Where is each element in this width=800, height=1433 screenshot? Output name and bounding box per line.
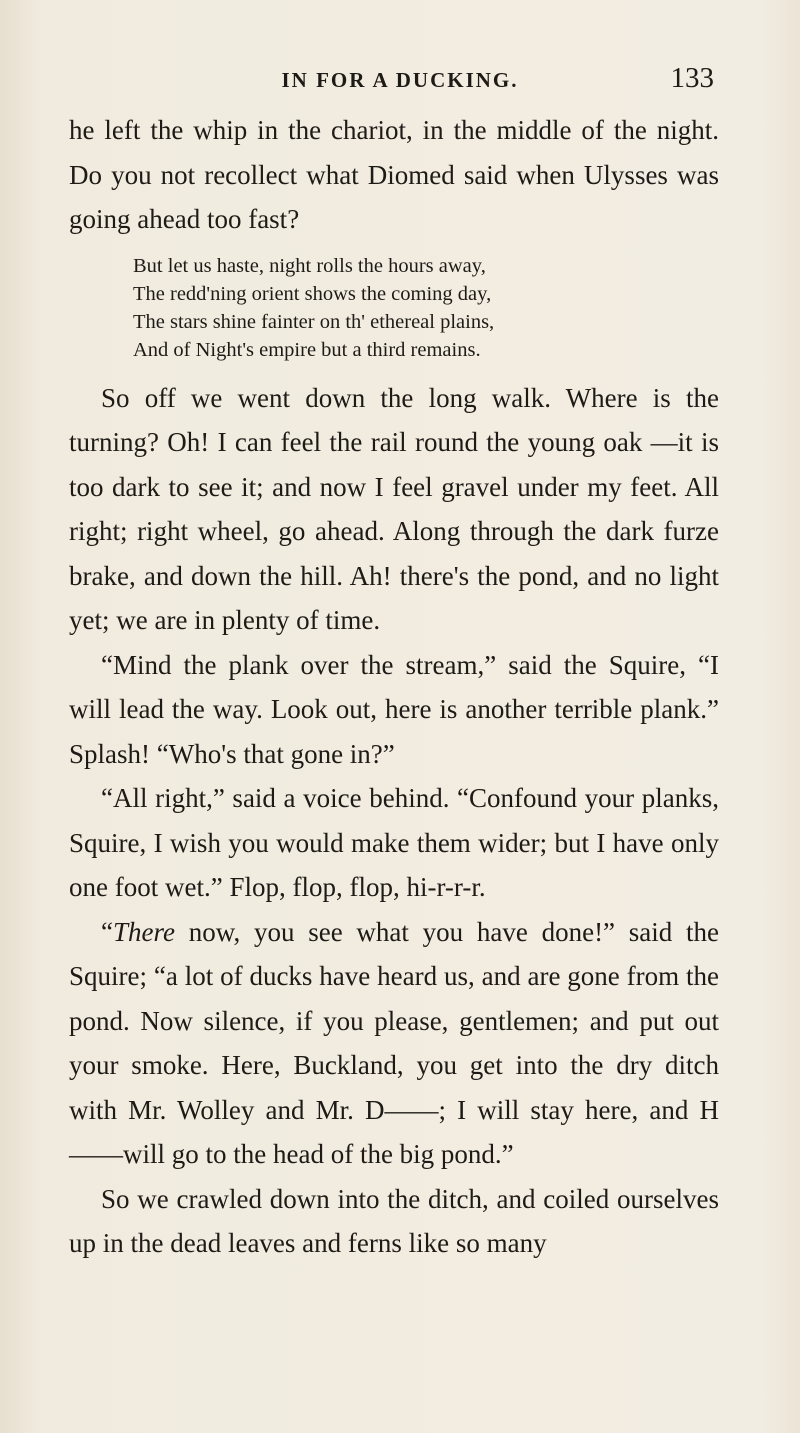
paragraph-2: So off we went down the long walk. Where is the turning? Oh! I can feel the rail round the young oak —it is too dark to see it; and now I feel gravel under my feet. All right; right wheel, go ahead. Along through the dark furze brake, and down the hill. Ah! there's the pond, and no light yet; we are in plenty of time.: [69, 382, 719, 635]
paragraph-5-rest: now, you see what you have done!” said the Squire; “a lot of ducks have heard us, and are gone from the pond. Now silence, if you please, gentlemen; and put out your smoke. Here, Buckland, you get into the dry ditch with Mr. Wolley and Mr. D——; I will stay here, and H——will go to the head of the big pond.”: [69, 916, 719, 1169]
paragraph-6: So we crawled down into the ditch, and coiled ourselves up in the dead leaves and ferns like so many: [69, 1183, 719, 1258]
body-text: [69, 108, 719, 1266]
page-header: [0, 62, 800, 102]
paragraph-4: “All right,” said a voice behind. “Confound your planks, Squire, I wish you would make them wider; but I have only one foot wet.” Flop, flop, flop, hi-r-r-r.: [69, 783, 719, 902]
paragraph-5-italic-word: There: [112, 916, 175, 947]
verse-line-3: The stars shine fainter on th' ethereal plains,: [133, 310, 495, 333]
page-number: 133: [670, 62, 714, 94]
verse-quotation: [133, 252, 719, 364]
paragraph-3: “Mind the plank over the stream,” said the Squire, “I will lead the way. Look out, here is another terrible plank.” Splash! “Who's that gone in?”: [69, 649, 719, 769]
paragraph-5: [69, 910, 719, 1177]
paragraph-1: he left the whip in the chariot, in the middle of the night. Do you not recollect what Diomed said when Ulysses was going ahead too fast?: [69, 115, 719, 234]
verse-line-1: But let us haste, night rolls the hours away,: [133, 254, 486, 277]
verse-line-4: And of Night's empire but a third remains.: [133, 338, 481, 361]
verse-line-2: The redd'ning orient shows the coming day,: [133, 282, 492, 305]
running-head: IN FOR A DUCKING.: [281, 68, 519, 92]
paragraph-5-open-quote: “: [101, 916, 113, 947]
